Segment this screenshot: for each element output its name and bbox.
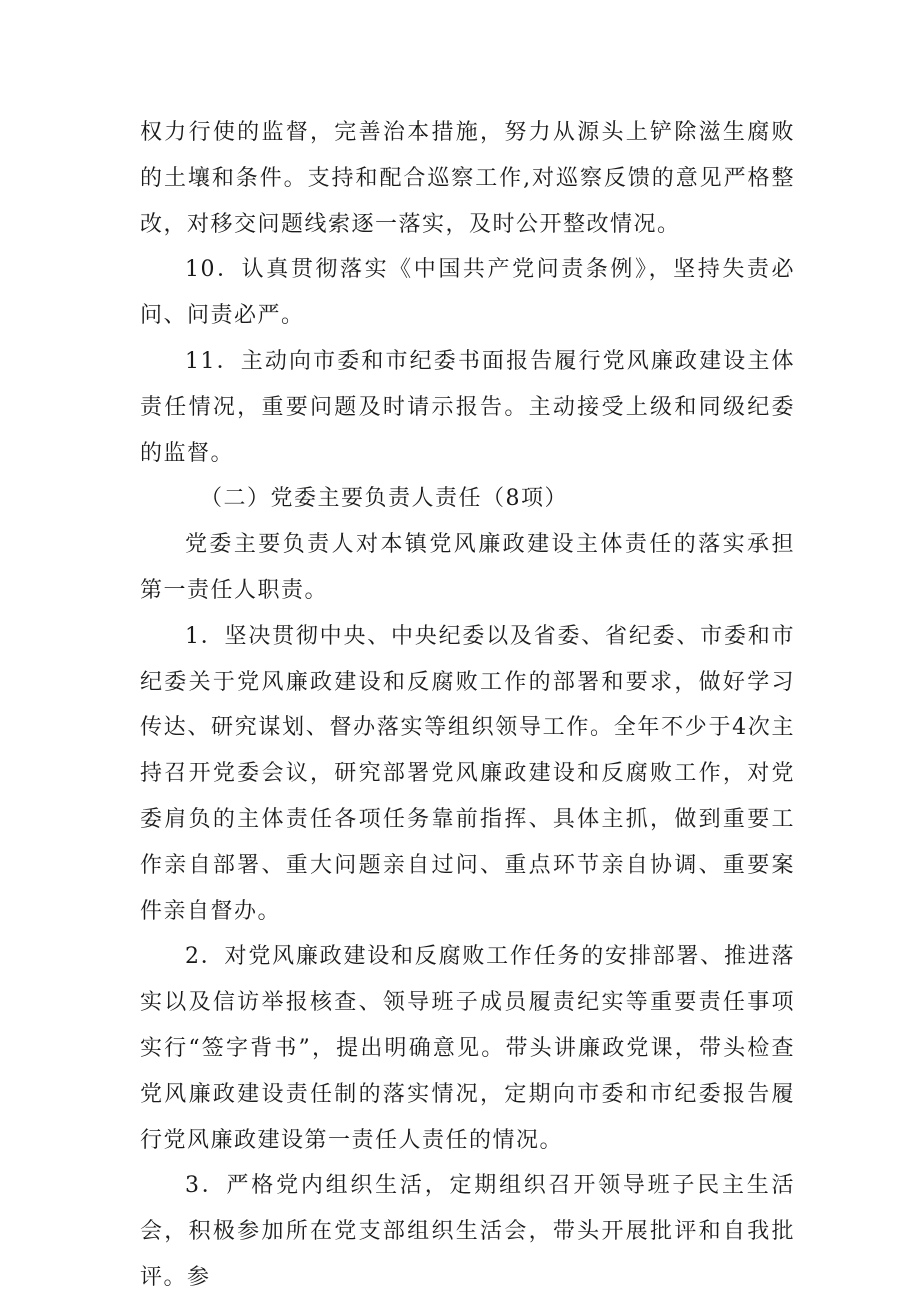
- paragraph-section-intro: 党委主要负责人对本镇党风廉政建设主体责任的落实承担第一责任人职责。: [140, 532, 795, 603]
- paragraph-item-10: 10．认真贯彻落实《中国共产党问责条例》，坚持失责必问、问责必严。: [140, 257, 795, 329]
- paragraph-continued: 权力行使的监督，完善治本措施，努力从源头上铲除滋生腐败的土壤和条件。支持和配合巡察工作,对巡察反馈的意见严格整改，对移交问题线索逐一落实，及时公开整改情况。: [140, 120, 795, 237]
- paragraph-item-1: 1．坚决贯彻中央、中央纪委以及省委、省纪委、市委和市纪委关于党风廉政建设和反腐败工作的部署和要求，做好学习传达、研究谋划、督办落实等组织领导工作。全年不少于4次主持召开党委会议，研究部署党风廉政建设和反腐败工作，对党委肩负的主体责任各项任务靠前指挥、具体主抓，做到重要工作亲自部署、重大问题亲自过问、重点环节亲自协调、重要案件亲自督办。: [140, 623, 795, 924]
- paragraph-item-2: 2．对党风廉政建设和反腐败工作任务的安排部署、推进落实以及信访举报核查、领导班子成员履责纪实等重要责任事项实行“签字背书”，提出明确意见。带头讲廉政党课，带头检查党风廉政建设责任制的落实情况，定期向市委和市纪委报告履行党风廉政建设第一责任人责任的情况。: [140, 944, 795, 1153]
- document-body: [140, 110, 795, 1301]
- paragraph-item-3: 3．严格党内组织生活，定期组织召开领导班子民主生活会，积极参加所在党支部组织生活会，带头开展批评和自我批评。参: [140, 1173, 795, 1290]
- paragraph-item-11: 11．主动向市委和市纪委书面报告履行党风廉政建设主体责任情况，重要问题及时请示报告。主动接受上级和同级纪委的监督。: [140, 348, 795, 466]
- section-heading: （二）党委主要负责人责任（8项）: [200, 486, 568, 512]
